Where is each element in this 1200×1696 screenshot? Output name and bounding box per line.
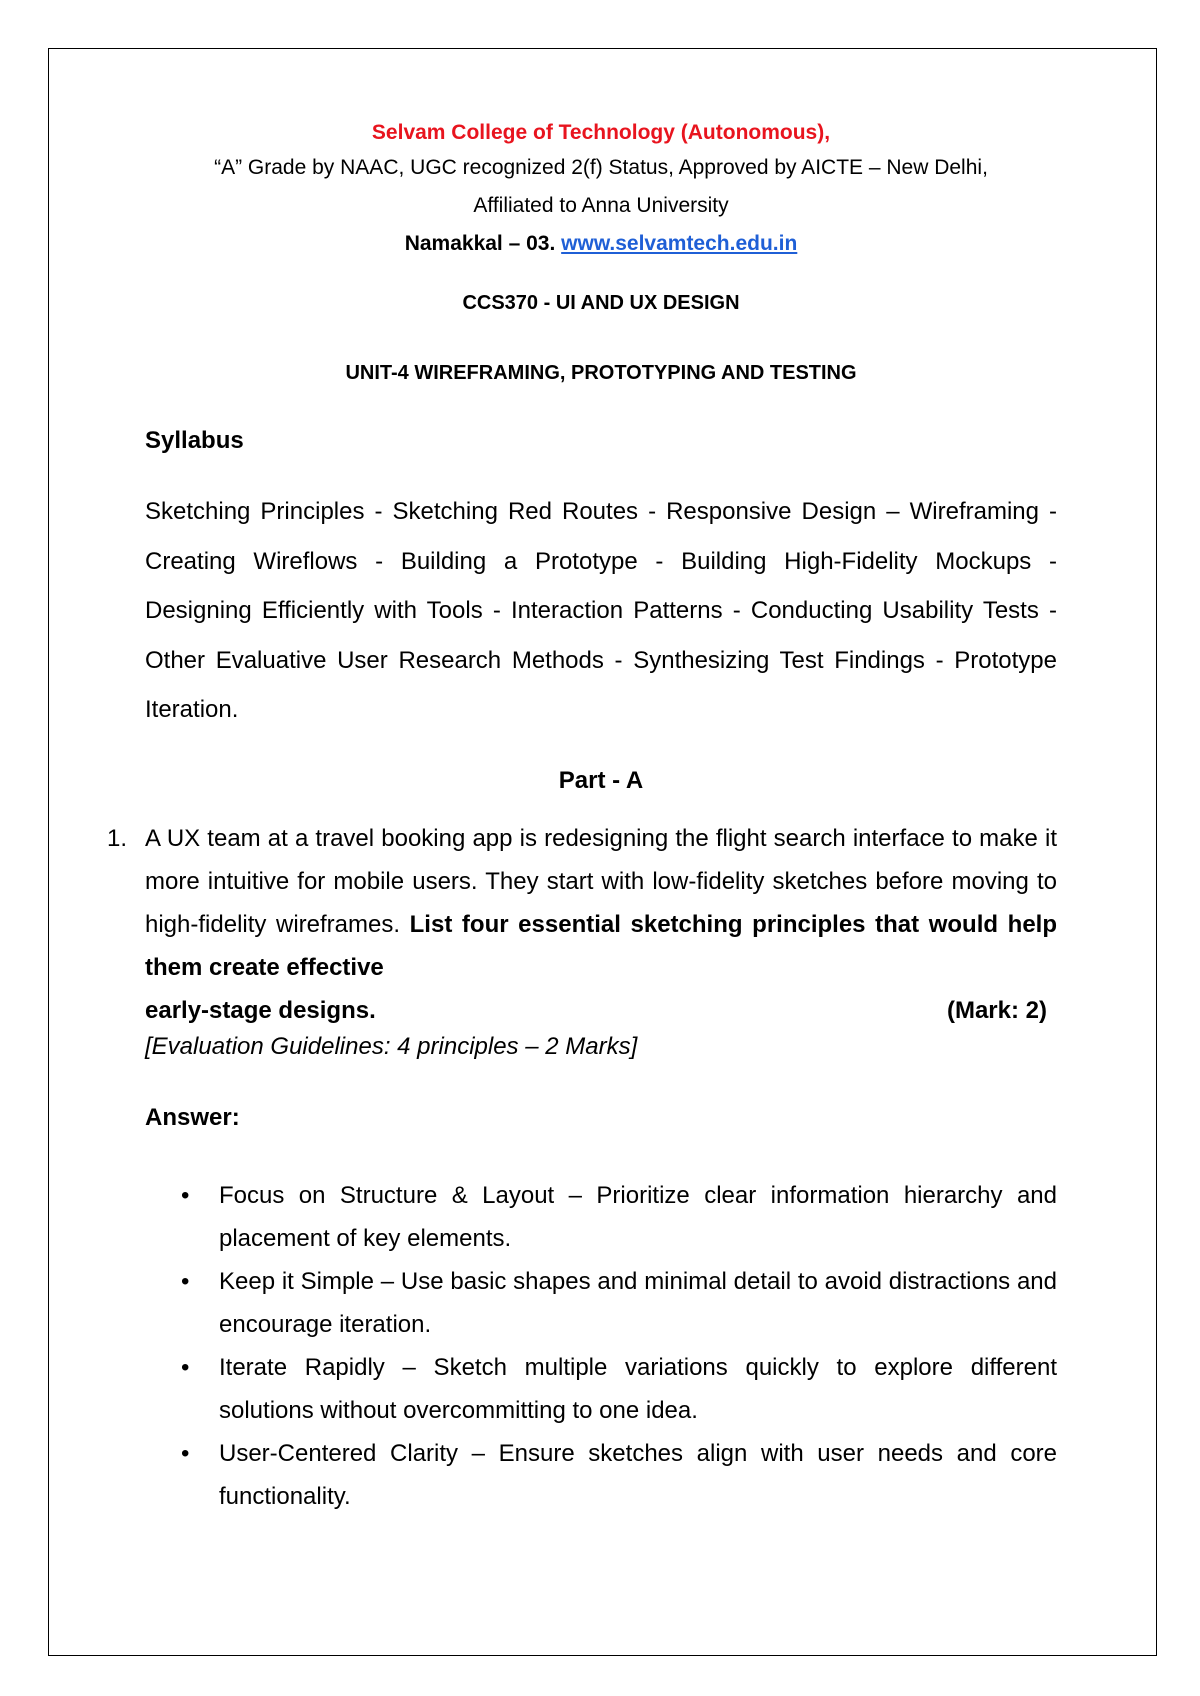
unit-title: UNIT-4 WIREFRAMING, PROTOTYPING AND TESTING [345, 362, 857, 384]
answer-text: User-Centered Clarity – Ensure sketches align with user needs and core functionality. [219, 1439, 1057, 1510]
location-text: Namakkal – 03. [404, 232, 556, 255]
website-link[interactable]: www.selvamtech.edu.in [561, 232, 798, 255]
accreditation-line: “A” Grade by NAAC, UGC recognized 2(f) Status, Approved by AICTE – New Delhi, [214, 156, 988, 179]
evaluation-guidelines: [Evaluation Guidelines: 4 principles – 2 Marks] [145, 1032, 638, 1060]
affiliation-line: Affiliated to Anna University [473, 194, 729, 217]
syllabus-text: Sketching Principles - Sketching Red Routes - Responsive Design – Wireframing - Creating Wireflows - Building a Prototype - Building High-Fidelity Mockups - Designing Efficiently with Tools - Interaction Patterns - Conducting Usability Tests - Other Evaluative User Research Methods - Synthesizing Test Findings - Prototype Iteration. [145, 498, 1057, 723]
question-prompt-end: early-stage designs. [145, 996, 376, 1024]
list-item [145, 1174, 1057, 1260]
answer-text: Focus on Structure & Layout – Prioritize clear information hierarchy and placement of key elements. [219, 1181, 1057, 1252]
bullet-icon: • [181, 1439, 190, 1467]
answer-heading: Answer: [145, 1103, 240, 1131]
question-1 [107, 817, 1057, 1062]
question-number: 1. [107, 824, 128, 852]
answer-text: Iterate Rapidly – Sketch multiple variations quickly to explore different solutions without overcommitting to one idea. [219, 1353, 1057, 1424]
bullet-icon: • [181, 1181, 190, 1209]
list-item [145, 1432, 1057, 1518]
answer-text: Keep it Simple – Use basic shapes and minimal detail to avoid distractions and encourage iteration. [219, 1267, 1057, 1338]
question-mark: (Mark: 2) [946, 996, 1047, 1024]
list-item [145, 1260, 1057, 1346]
part-a-heading: Part - A [558, 766, 644, 794]
question-mark-line [145, 989, 1057, 1032]
document-content [107, 116, 1057, 1518]
course-title: CCS370 - UI AND UX DESIGN [462, 292, 740, 314]
question-intro: A UX team at a travel booking app is redesigning the flight search interface to make it more intuitive for mobile users. They start with low-fidelity sketches before moving to high-fidelity wireframes. [145, 824, 1057, 938]
answer-list [145, 1174, 1057, 1518]
location-line [145, 225, 1057, 263]
college-name: Selvam College of Technology (Autonomous), [371, 121, 831, 144]
list-item [145, 1346, 1057, 1432]
question-prompt: List four essential sketching principles that would help them create effective [145, 910, 1057, 981]
college-header [145, 116, 1057, 263]
bullet-icon: • [181, 1353, 190, 1381]
bullet-icon: • [181, 1267, 190, 1295]
syllabus-heading: Syllabus [145, 427, 244, 454]
